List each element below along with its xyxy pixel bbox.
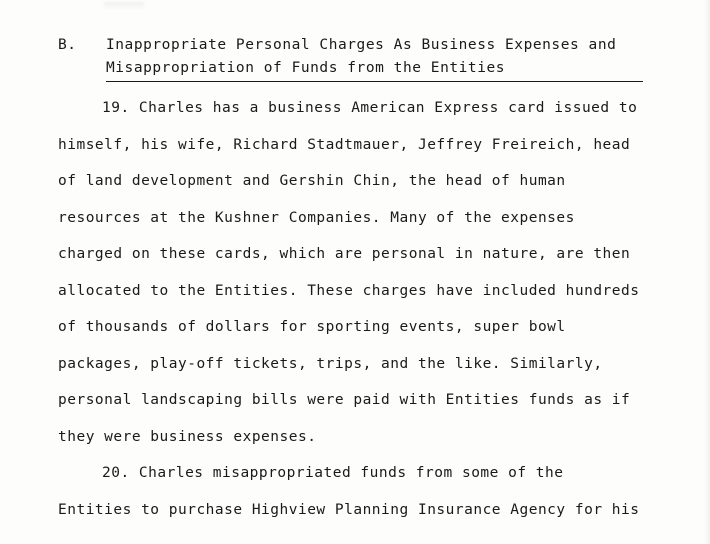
section-heading-label: B. (58, 37, 77, 53)
paragraph-20-line-1 (58, 455, 694, 492)
paragraph-19 (58, 90, 694, 455)
document-body (58, 34, 694, 528)
paragraph-20 (58, 455, 694, 528)
paragraph-19-line-10: they were business expenses. (58, 428, 317, 445)
scan-artifact (104, 2, 144, 10)
section-heading-text (106, 34, 694, 82)
paragraph-20-line-2: Entities to purchase Highview Planning Insurance Agency for his (58, 501, 640, 518)
paragraph-19-line-7: of thousands of dollars for sporting events, super bowl (58, 319, 566, 335)
paragraph-19-line-3: of land development and Gershin Chin, the head of human (58, 173, 566, 189)
paragraph-20-text-1: 20. Charles misappropriated funds from some of the (102, 465, 564, 481)
section-heading-line-2: Misappropriation of Funds from the Entities (106, 57, 643, 82)
paragraph-19-line-5: charged on these cards, which are personal in nature, are then (58, 246, 631, 262)
section-heading (58, 34, 694, 82)
paragraph-19-line-4: resources at the Kushner Companies. Many of the expenses (58, 209, 575, 226)
paragraph-19-text-1: 19. Charles has a business American Express card issued to (102, 100, 638, 116)
scan-edge-shadow (704, 0, 710, 544)
section-heading-line-1: Inappropriate Personal Charges As Business Expenses and (106, 37, 617, 53)
paragraph-19-line-9: personal landscaping bills were paid with Entities funds as if (58, 392, 631, 408)
paragraph-19-line-8: packages, play-off tickets, trips, and the like. Similarly, (58, 355, 603, 372)
paragraph-19-line-2: himself, his wife, Richard Stadtmauer, Jeffrey Freireich, head (58, 136, 631, 153)
paragraph-19-line-6: allocated to the Entities. These charges have included hundreds (58, 282, 640, 299)
paragraph-19-line-1 (58, 90, 694, 127)
